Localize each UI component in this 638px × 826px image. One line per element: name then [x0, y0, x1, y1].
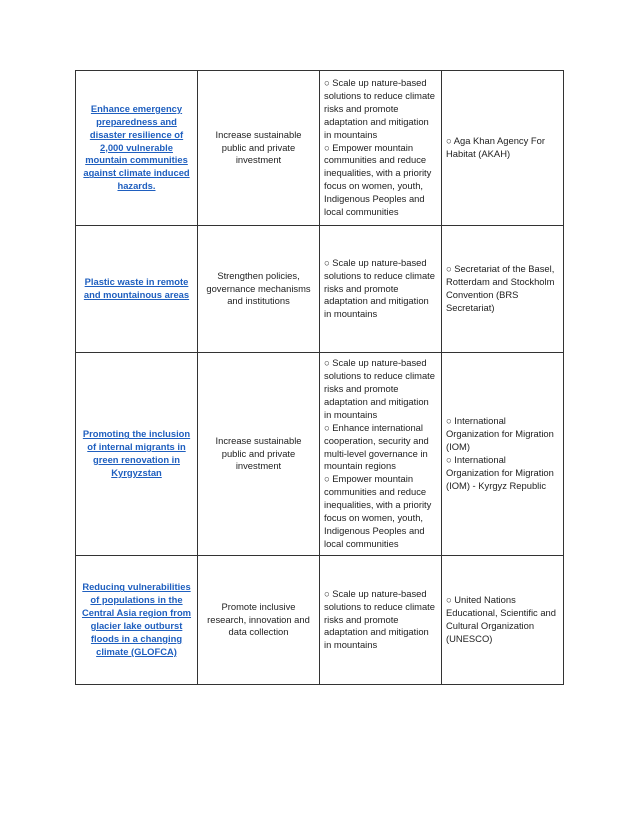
project-cell: [76, 226, 198, 353]
partner-item: ○ Aga Khan Agency For Habitat (AKAH): [446, 135, 545, 159]
focus-cell: Promote inclusive research, innovation and data collection: [198, 556, 320, 685]
project-cell: [76, 71, 198, 226]
partner-item: ○ International Organization for Migration (IOM): [446, 415, 554, 453]
partners-cell: [442, 226, 564, 353]
partners-cell: [442, 353, 564, 556]
table-row: [76, 71, 564, 226]
action-item: ○ Scale up nature-based solutions to reduce climate risks and promote adaptation and mitigation in mountains: [324, 77, 435, 140]
action-item: ○ Scale up nature-based solutions to reduce climate risks and promote adaptation and mitigation in mountains: [324, 256, 435, 320]
project-cell: [76, 556, 198, 685]
partner-item: ○ Secretariat of the Basel, Rotterdam and Stockholm Convention (BRS Secretariat): [446, 263, 555, 313]
action-item: ○ Empower mountain communities and reduce inequalities, with a priority focus on women, youth, Indigenous Peoples and local communities: [324, 473, 432, 549]
actions-cell: [320, 71, 442, 226]
actions-cell: [320, 226, 442, 353]
partner-item: ○ International Organization for Migration (IOM) - Kyrgyz Republic: [446, 454, 554, 491]
action-item: ○ Scale up nature-based solutions to reduce climate risks and promote adaptation and mitigation in mountains: [324, 587, 435, 651]
actions-cell: [320, 353, 442, 556]
table-row: [76, 353, 564, 556]
action-item: ○ Empower mountain communities and reduce inequalities, with a priority focus on women, youth, Indigenous Peoples and local communities: [324, 141, 432, 218]
partners-cell: [442, 71, 564, 226]
project-link[interactable]: Plastic waste in remote and mountainous areas: [83, 276, 190, 300]
action-item: ○ Enhance international cooperation, security and multi-level governance in mountain regions: [324, 421, 429, 472]
project-link[interactable]: Promoting the inclusion of internal migrants in green renovation in Kyrgyzstan: [82, 428, 191, 478]
partner-item: ○ United Nations Educational, Scientific and Cultural Organization (UNESCO): [446, 594, 556, 644]
table-row: [76, 556, 564, 685]
project-link[interactable]: Enhance emergency preparedness and disaster resilience of 2,000 vulnerable mountain communities against climate induced hazards.: [83, 102, 190, 192]
focus-cell: Increase sustainable public and private investment: [198, 353, 320, 556]
project-link[interactable]: Reducing vulnerabilities of populations in the Central Asia region from glacier lake outburst floods in a changing climate (GLOFCA): [81, 581, 192, 657]
action-item: ○ Scale up nature-based solutions to reduce climate risks and promote adaptation and mitigation in mountains: [324, 357, 435, 420]
focus-cell: Strengthen policies, governance mechanisms and institutions: [198, 226, 320, 353]
partners-cell: [442, 556, 564, 685]
actions-cell: [320, 556, 442, 685]
focus-cell: Increase sustainable public and private investment: [198, 71, 320, 226]
project-cell: [76, 353, 198, 556]
projects-table: [75, 70, 564, 685]
table-row: [76, 226, 564, 353]
